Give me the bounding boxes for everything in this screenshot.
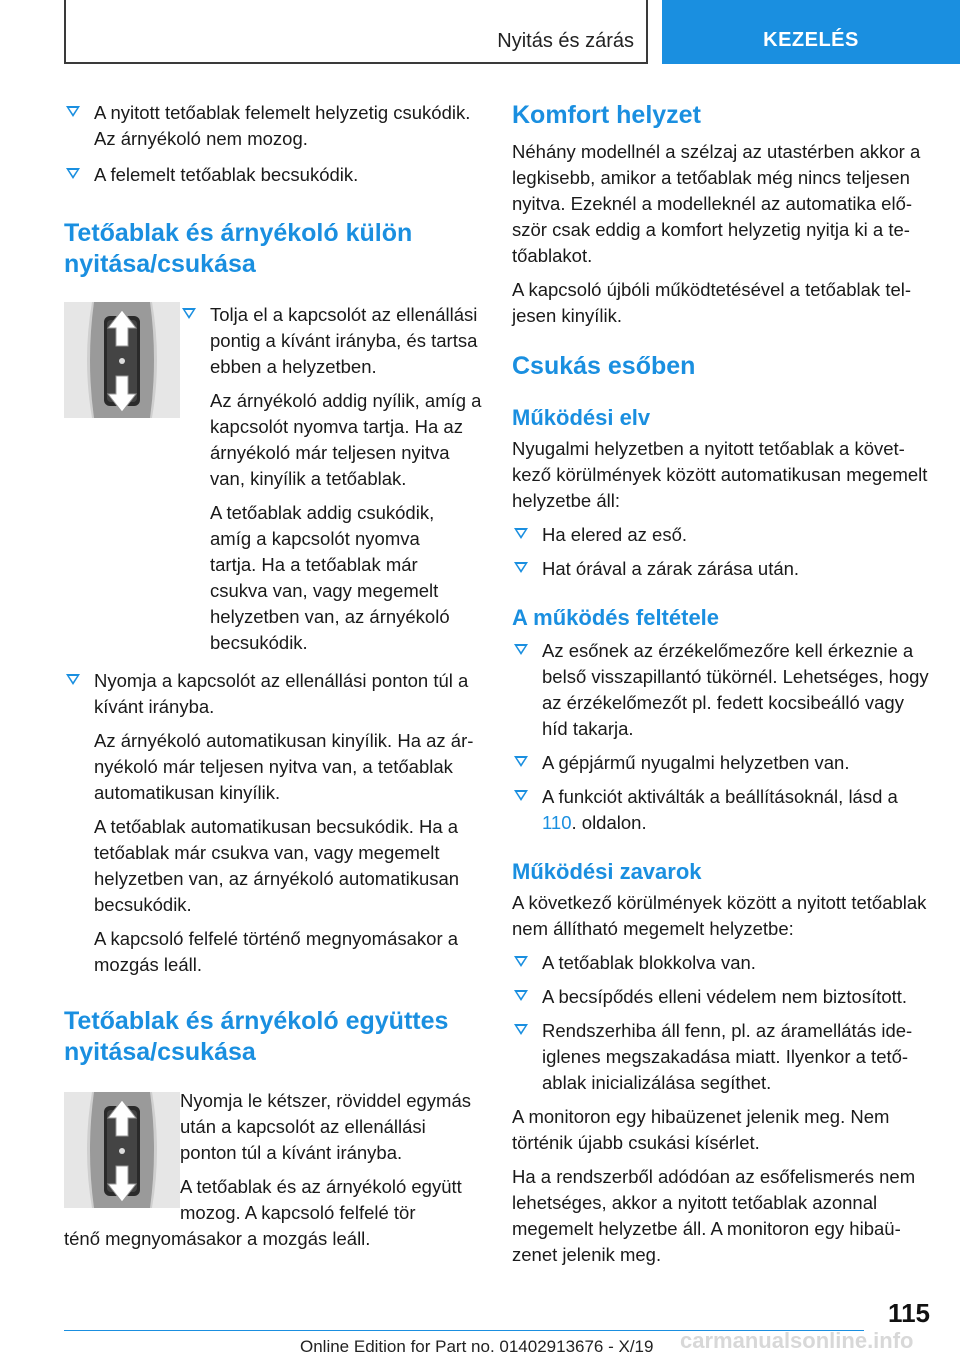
page-reference-link[interactable]: 110 xyxy=(542,812,572,833)
footer-edition: Online Edition for Part no. 01402913676 - X/19 xyxy=(300,1337,654,1356)
bullet-triangle-icon xyxy=(182,308,196,319)
principle-bullets xyxy=(512,522,930,582)
section-title: Nyitás és zárás xyxy=(497,30,634,52)
intro-bullets xyxy=(64,100,482,188)
bullet-triangle-icon xyxy=(514,1024,528,1035)
paragraph: A tetőablak addig csukódik, amíg a kapcsolót nyomva tartja. Ha a tetőablak már csukva van, vagy megemelt helyzetben van, az árnyékoló becsukódik. xyxy=(210,502,450,653)
list-item: A funkciót aktiválták a beállításoknál, lásd a 110. oldalon. xyxy=(512,784,930,836)
paragraph: Néhány modellnél a szélzaj az utastérben akkor a legkisebb, amikor a tetőablak még nincs teljesen nyitva. Ezeknél a modelleknél az automatika először csak eddig a komfort helyzetig nyitja ki a tetőablakot. xyxy=(512,141,921,266)
right-column xyxy=(512,100,930,1268)
subsection-heading: Működési elv xyxy=(512,405,651,430)
list-item: A tetőablak blokkolva van. xyxy=(512,950,930,976)
list-item: A becsípődés elleni védelem nem biztosított. xyxy=(512,984,930,1010)
bullet-triangle-icon xyxy=(66,106,80,117)
paragraph: ténő megnyomásakor a mozgás leáll. xyxy=(64,1228,371,1249)
bullet-triangle-icon xyxy=(514,756,528,767)
section1-bullets-2 xyxy=(64,668,482,720)
paragraph: A monitoron egy hibaüzenet jelenik meg. Nem történik újabb csukási kísérlet. xyxy=(512,1106,890,1153)
section2-body xyxy=(64,1088,482,1252)
conditions-bullets xyxy=(512,638,930,836)
list-item: Ha elered az eső. xyxy=(512,522,930,548)
bullet-triangle-icon xyxy=(514,644,528,655)
switch-image xyxy=(64,302,180,418)
paragraph: A tetőablak automatikusan becsukódik. Ha a tetőablak már csukva van, vagy megemelt helyzetben van, az árnyékoló automatikusan becsukódik. xyxy=(94,816,460,915)
list-item: A felemelt tetőablak becsukódik. xyxy=(64,162,482,188)
section-heading: Tetőablak és árnyékoló külön nyitása/csukása xyxy=(64,219,413,278)
faults-bullets xyxy=(512,950,930,1096)
bullet-triangle-icon xyxy=(514,990,528,1001)
bullet-triangle-icon xyxy=(514,562,528,573)
section-heading: Komfort helyzet xyxy=(512,101,701,129)
subsection-heading: Működési zavarok xyxy=(512,859,702,884)
chapter-tab: KEZELÉS xyxy=(662,0,960,64)
bullet-triangle-icon xyxy=(514,956,528,967)
list-item: A gépjármű nyugalmi helyzetben van. xyxy=(512,750,930,776)
paragraph: A kapcsoló újbóli működtetésével a tetőablak teljesen kinyílik. xyxy=(512,279,912,326)
bullet-triangle-icon xyxy=(66,168,80,179)
list-item: Tolja el a kapcsolót az ellenállási pontig a kívánt irányba, és tartsa ebben a helyzetben. xyxy=(180,302,482,380)
roof-switch-icon xyxy=(64,1092,180,1208)
section-heading: Csukás esőben xyxy=(512,352,696,380)
paragraph: A tetőablak és az árnyékoló együtt mozog. A kapcsoló felfelé tör xyxy=(180,1176,462,1223)
header-section-box xyxy=(64,0,648,64)
section1-bullets xyxy=(180,302,482,380)
bullet-triangle-icon xyxy=(514,790,528,801)
paragraph: A kapcsoló felfelé történő megnyomásakor a mozgás leáll. xyxy=(94,928,459,975)
list-item: Rendszerhiba áll fenn, pl. az áramellátás ideiglenes megszakadása miatt. Ilyenkor a tetőablak inicializálása segíthet. xyxy=(512,1018,930,1096)
paragraph: Ha a rendszerből adódóan az esőfelismerés nem lehetséges, akkor a nyitott tetőablak azonnal megemelt helyzetbe áll. A monitoron egy hibaüzenet jelenik meg. xyxy=(512,1166,916,1265)
watermark: carmanualsonline.info xyxy=(680,1328,914,1353)
paragraph: Nyomja le kétszer, röviddel egymás után a kapcsolót az ellenállási ponton túl a kívánt irányba. xyxy=(180,1090,471,1163)
subsection-heading: A működés feltétele xyxy=(512,605,720,630)
left-column xyxy=(64,100,482,1252)
bullet-triangle-icon xyxy=(66,674,80,685)
paragraph: Nyugalmi helyzetben a nyitott tetőablak a következő körülmények között automatikusan megemelt helyzetbe áll: xyxy=(512,438,928,511)
paragraph: Az árnyékoló addig nyílik, amíg a kapcsolót nyomva tartja. Ha az árnyékoló már teljesen nyitva van, kinyílik a tetőablak. xyxy=(210,390,482,489)
paragraph: A következő körülmények között a nyitott tetőablak nem állítható megemelt helyzetbe: xyxy=(512,892,927,939)
page-number: 115 xyxy=(888,1298,930,1328)
section-heading: Tetőablak és árnyékoló együttes nyitása/csukása xyxy=(64,1007,449,1066)
switch-image xyxy=(64,1092,180,1208)
list-item: Nyomja a kapcsolót az ellenállási ponton túl a kívánt irányba. xyxy=(64,668,482,720)
roof-switch-icon xyxy=(64,302,180,418)
section1-body xyxy=(64,302,482,656)
bullet-triangle-icon xyxy=(514,528,528,539)
paragraph: Az árnyékoló automatikusan kinyílik. Ha az árnyékoló már teljesen nyitva van, a tetőablak automatikusan kinyílik. xyxy=(94,730,474,803)
list-item: Hat órával a zárak zárása után. xyxy=(512,556,930,582)
list-item: Az esőnek az érzékelőmezőre kell érkeznie a belső visszapillantó tükörnél. Lehetséges, hogy az érzékelőmezőt pl. fedett kocsibeálló vagy híd takarja. xyxy=(512,638,930,742)
list-item: A nyitott tetőablak felemelt helyzetig csukódik. Az árnyékoló nem mozog. xyxy=(64,100,482,152)
